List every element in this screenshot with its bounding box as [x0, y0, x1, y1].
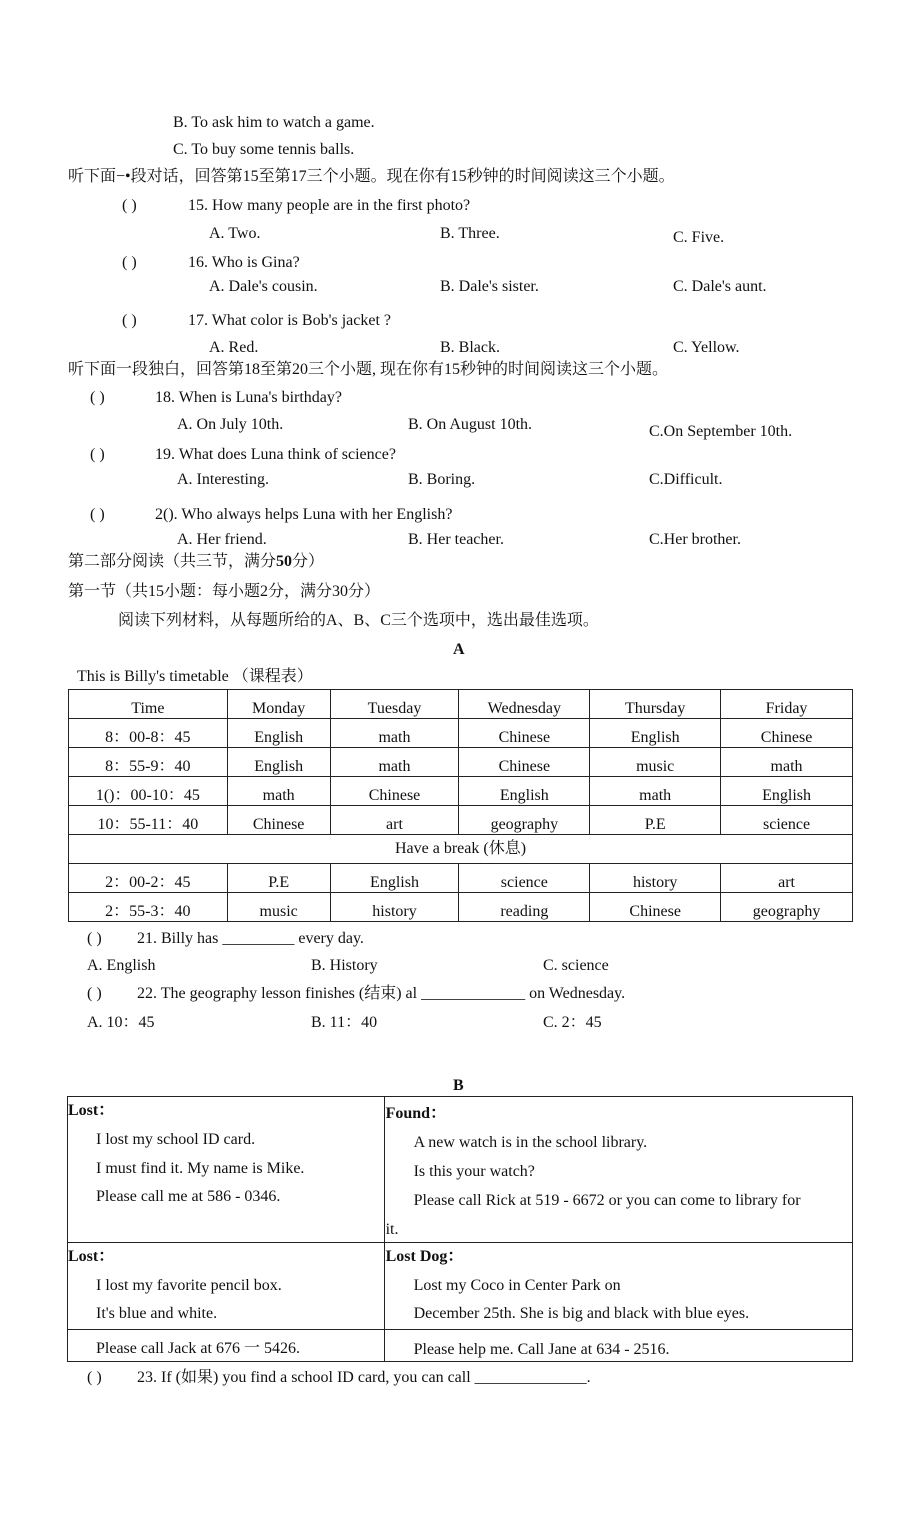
table-cell: P.E [590, 806, 721, 835]
q19-option-a: A. Interesting. [177, 471, 269, 488]
table-cell: 2：55-3：40 [69, 893, 228, 922]
section-heading: 第一节（共15小题：每小题2分，满分30分） [68, 583, 381, 600]
table-cell: Chinese [459, 748, 590, 777]
table-cell: 2：00-2：45 [69, 864, 228, 893]
q17-option-b: B. Black. [440, 339, 500, 356]
table-header-row [69, 690, 853, 719]
q15-option-b: B. Three. [440, 225, 500, 242]
q18-bracket[interactable]: ( ) [90, 389, 105, 406]
q20-option-b: B. Her teacher. [408, 531, 504, 548]
passage-a-label: A [453, 641, 465, 658]
notice-title: Lost Dog： [385, 1248, 464, 1265]
q21-stem: 21. Billy has _________ every day. [137, 930, 364, 947]
q21-option-c: C. science [543, 957, 609, 974]
q18-option-b: B. On August 10th. [408, 416, 533, 433]
table-cell: English [227, 719, 330, 748]
notice-line: Lost my Coco in Center Park on [413, 1277, 621, 1294]
table-cell: Chinese [330, 777, 459, 806]
q20-option-c: C.Her brother. [649, 531, 741, 548]
header-cell: Tuesday [330, 690, 459, 719]
q19-option-c: C.Difficult. [649, 471, 723, 488]
divider [67, 1329, 385, 1330]
q16-option-a: A. Dale's cousin. [209, 278, 318, 295]
header-cell: Friday [721, 690, 853, 719]
table-cell: math [721, 748, 853, 777]
table-cell: geography [459, 806, 590, 835]
timetable-caption: This is Billy's timetable （课程表） [77, 668, 313, 685]
q22-bracket[interactable]: ( ) [87, 985, 102, 1002]
q18-stem: 18. When is Luna's birthday? [155, 389, 342, 406]
q16-option-c: C. Dale's aunt. [673, 278, 767, 295]
q23-bracket[interactable]: ( ) [87, 1369, 102, 1386]
notice-row [68, 1243, 853, 1362]
break-cell: Have a break (休息) [69, 835, 853, 864]
reading-instruction: 阅读下列材料，从每题所给的A、B、C三个选项中，选出最佳选项。 [118, 612, 599, 629]
q19-stem: 19. What does Luna think of science? [155, 446, 396, 463]
notice-row [68, 1097, 853, 1243]
q21-option-a: A. English [87, 957, 156, 974]
table-cell: Chinese [459, 719, 590, 748]
table-row [69, 719, 853, 748]
notice-title: Lost： [68, 1248, 115, 1265]
table-cell: Chinese [721, 719, 853, 748]
table-cell: music [590, 748, 721, 777]
q22-option-c: C. 2：45 [543, 1014, 602, 1031]
table-cell: reading [459, 893, 590, 922]
timetable [68, 689, 853, 922]
table-row [69, 748, 853, 777]
table-cell: history [330, 893, 459, 922]
table-cell: math [330, 748, 459, 777]
q22-option-b: B. 11：40 [311, 1014, 378, 1031]
q19-bracket[interactable]: ( ) [90, 446, 105, 463]
table-cell: 8：00-8：45 [69, 719, 228, 748]
table-cell: music [227, 893, 330, 922]
notice-line: I must find it. My name is Mike. [96, 1160, 305, 1177]
table-cell: history [590, 864, 721, 893]
lost-notice-2 [68, 1243, 385, 1362]
table-cell: 10：55-11：40 [69, 806, 228, 835]
header-cell: Thursday [590, 690, 721, 719]
break-row [69, 835, 853, 864]
table-row [69, 893, 853, 922]
notice-board [67, 1096, 853, 1362]
notice-line: Please help me. Call Jane at 634 - 2516. [413, 1341, 670, 1358]
q15-stem: 15. How many people are in the first photo? [188, 197, 471, 214]
table-cell: 1()：00-10：45 [69, 777, 228, 806]
table-cell: 8：55-9：40 [69, 748, 228, 777]
table-cell: Chinese [590, 893, 721, 922]
table-cell: English [227, 748, 330, 777]
table-cell: English [330, 864, 459, 893]
q15-bracket[interactable]: ( ) [122, 197, 137, 214]
notice-line: A new watch is in the school library. [413, 1134, 648, 1151]
notice-line: Please call me at 586 - 0346. [96, 1188, 281, 1205]
notice-title: Lost： [68, 1102, 115, 1119]
section1-instruction: 听下面−•段对话，回答第15至第17三个小题。现在你有15秒钟的时间阅读这三个小题。 [68, 168, 675, 185]
table-cell: English [459, 777, 590, 806]
q17-option-c: C. Yellow. [673, 339, 740, 356]
table-cell: art [721, 864, 853, 893]
q16-stem: 16. Who is Gina? [188, 254, 300, 271]
notice-line: it. [385, 1221, 399, 1238]
q19-option-b: B. Boring. [408, 471, 476, 488]
q18-option-c: C.On September 10th. [649, 423, 793, 440]
divider [384, 1329, 853, 1330]
option-b: B. To ask him to watch a game. [173, 114, 375, 131]
table-row [69, 864, 853, 893]
q16-bracket[interactable]: ( ) [122, 254, 137, 271]
q22-option-a: A. 10：45 [87, 1014, 155, 1031]
table-cell: math [590, 777, 721, 806]
q17-bracket[interactable]: ( ) [122, 312, 137, 329]
q15-option-c: C. Five. [673, 229, 725, 246]
notice-line: It's blue and white. [96, 1305, 218, 1322]
option-c: C. To buy some tennis balls. [173, 141, 355, 158]
table-cell: math [227, 777, 330, 806]
table-cell: science [721, 806, 853, 835]
notice-line: I lost my favorite pencil box. [96, 1277, 282, 1294]
q18-option-a: A. On July 10th. [177, 416, 284, 433]
table-cell: English [590, 719, 721, 748]
q17-stem: 17. What color is Bob's jacket ? [188, 312, 391, 329]
table-row [69, 777, 853, 806]
q21-bracket[interactable]: ( ) [87, 930, 102, 947]
q22-stem: 22. The geography lesson finishes (结束) al _____________ on Wednesday. [137, 985, 626, 1002]
table-cell: science [459, 864, 590, 893]
notice-line: Please call Jack at 676 一 5426. [96, 1340, 300, 1357]
part2-heading: 第二部分阅读（共三节，满分50分） [68, 553, 325, 570]
q20-bracket[interactable]: ( ) [90, 506, 105, 523]
section2-instruction: 听下面一段独白，回答第18至第20三个小题, 现在你有15秒钟的时间阅读这三个小题。 [68, 361, 669, 378]
notice-line: I lost my school ID card. [96, 1131, 256, 1148]
notice-line: Please call Rick at 519 - 6672 or you can come to library for [413, 1192, 801, 1209]
passage-b-label: B [453, 1077, 464, 1094]
q20-option-a: A. Her friend. [177, 531, 267, 548]
table-row [69, 806, 853, 835]
header-cell: Wednesday [459, 690, 590, 719]
table-cell: math [330, 719, 459, 748]
lost-notice-1 [68, 1097, 385, 1243]
table-cell: art [330, 806, 459, 835]
found-notice [384, 1097, 852, 1243]
notice-line: December 25th. She is big and black with blue eyes. [413, 1305, 750, 1322]
q23-stem: 23. If (如果) you find a school ID card, you can call ______________. [137, 1369, 591, 1386]
q16-option-b: B. Dale's sister. [440, 278, 539, 295]
q15-option-a: A. Two. [209, 225, 261, 242]
header-cell: Monday [227, 690, 330, 719]
table-cell: English [721, 777, 853, 806]
table-cell: P.E [227, 864, 330, 893]
table-cell: geography [721, 893, 853, 922]
q21-option-b: B. History [311, 957, 378, 974]
lost-dog-notice [384, 1243, 852, 1362]
notice-line: Is this your watch? [413, 1163, 535, 1180]
q17-option-a: A. Red. [209, 339, 259, 356]
q20-stem: 2(). Who always helps Luna with her English? [155, 506, 453, 523]
notice-title: Found： [385, 1105, 447, 1122]
table-cell: Chinese [227, 806, 330, 835]
header-cell: Time [69, 690, 228, 719]
